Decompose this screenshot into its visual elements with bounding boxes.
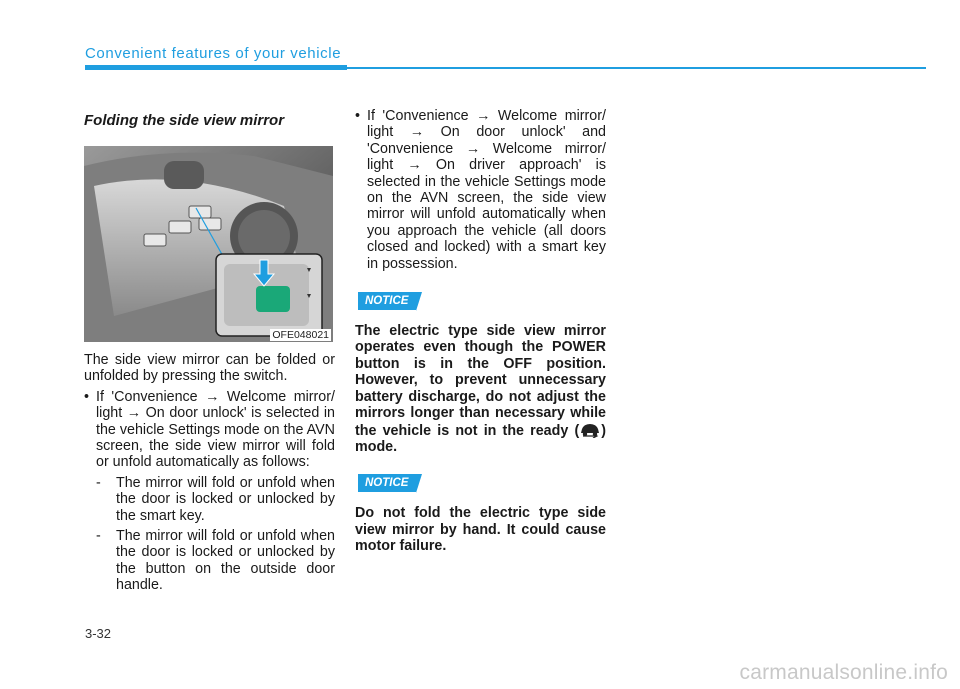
bullet-driver-approach: • If 'Convenience → Welcome mirror/ light → On door unlock' and 'Convenience → Welcome mirror/ light → On driver approach' is selected in the vehicle Settings mode on the AVN screen, the side view mirror will unfold automatically when you approach the vehicle (all doors closed and locked) with a smart key in possession. [355,108,606,272]
page-number: 3-32 [85,626,112,641]
notice-text-part: ) mode. [355,422,606,455]
image-code: OFE048021 [272,329,329,341]
section-header: Convenient features of your vehicle [85,45,342,62]
left-column [84,108,335,594]
section-title: Folding the side view mirror [84,112,285,129]
notice-badge: NOTICE [358,292,416,310]
dash-item-door-handle [96,528,335,594]
ready-car-icon [579,422,601,438]
dash-glyph: - [96,528,101,545]
dash-item-text: The mirror will fold or unfold when the door is locked or unlocked by the smart key. [116,474,335,524]
notice-badge: NOTICE [358,474,416,492]
door-panel-illustration [84,146,333,342]
dash-glyph: - [96,474,101,491]
watermark: carmanualsonline.info [739,661,948,684]
right-column [355,108,606,555]
dash-item-smart-key [96,475,335,524]
intro-paragraph: The side view mirror can be folded or unfolded by pressing the switch. [84,352,335,385]
notice-text-part: The electric type side view mirror operates even though the POWER button is in the OFF position. However, to prevent unnecessary battery discharge, do not adjust the mirrors longer than necessary while the vehicle is not in the ready ( [355,323,606,439]
dash-item-text: The mirror will fold or unfold when the door is locked or unlocked by the button on the outside door handle. [116,528,335,594]
header-rule [85,67,926,69]
door-switch-photo [84,146,333,342]
notice-text-fold: Do not fold the electric type side view mirror by hand. It could cause motor failure. [355,505,606,555]
notice-text-power [355,323,606,455]
bullet-door-unlock: • If 'Convenience → Welcome mirror/ light → On door unlock' is selected in the vehicle Settings mode on the AVN screen, the side view mirror will fold or unfold automatically as follows: [84,389,335,471]
